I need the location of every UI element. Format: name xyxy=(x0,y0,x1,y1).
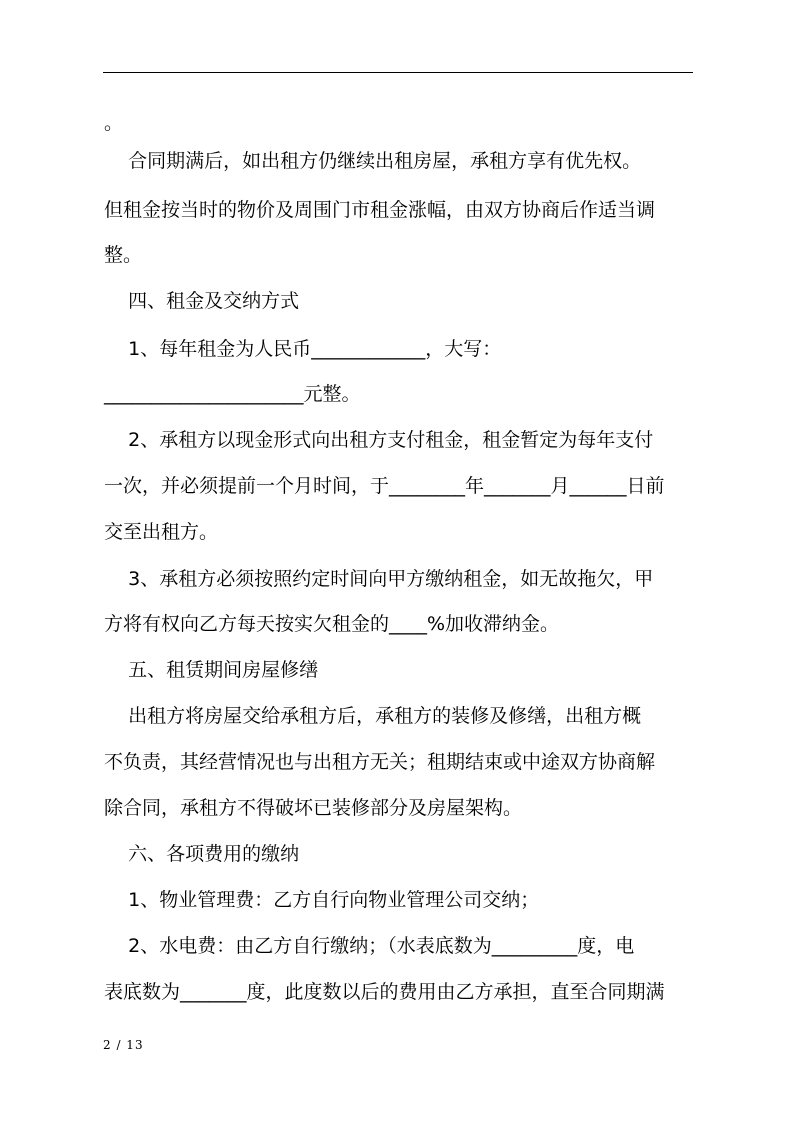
text-line: 整。 xyxy=(104,244,143,266)
text-line: 合同期满后，如出租方仍继续出租房屋，承租方享有优先权。 xyxy=(104,150,642,172)
text-line: 1、物业管理费：乙方自行向物业管理公司交纳； xyxy=(104,889,540,911)
text-line: 1、每年租金为人民币____________，大写： xyxy=(104,338,502,360)
text-line: 出租方将房屋交给承租方后，承租方的装修及修缮，出租方概 xyxy=(104,705,642,727)
section-heading: 五、租赁期间房屋修缮 xyxy=(104,659,319,681)
text-line: 。 xyxy=(104,112,124,134)
section-heading: 六、各项费用的缴纳 xyxy=(104,843,300,865)
text-line: 3、承租方必须按照约定时间向甲方缴纳租金，如无故拖欠，甲 xyxy=(104,568,654,590)
section-heading: 四、租金及交纳方式 xyxy=(104,290,300,312)
text-line: 一次，并必须提前一个月时间，于________年_______月______日前 xyxy=(104,475,665,497)
text-line: 但租金按当时的物价及周围门市租金涨幅，由双方协商后作适当调 xyxy=(104,199,656,221)
text-line: 2、水电费：由乙方自行缴纳；（水表底数为_________度，电 xyxy=(104,935,635,957)
text-line: 2、承租方以现金形式向出租方支付租金，租金暂定为每年支付 xyxy=(104,429,654,451)
page-number: 2 / 13 xyxy=(103,1038,144,1052)
text-line: 表底数为_______度，此度数以后的费用由乙方承担，直至合同期满 xyxy=(104,981,665,1003)
text-line: 方将有权向乙方每天按实欠租金的____%加收滞纳金。 xyxy=(104,613,560,635)
text-line: 交至出租方。 xyxy=(104,521,219,543)
text-line: 不负责，其经营情况也与出租方无关；租期结束或中途双方协商解 xyxy=(104,751,656,773)
text-line: 除合同，承租方不得破坏已装修部分及房屋架构。 xyxy=(104,797,523,819)
header-rule xyxy=(103,72,693,73)
text-line: _____________________元整。 xyxy=(104,383,361,405)
